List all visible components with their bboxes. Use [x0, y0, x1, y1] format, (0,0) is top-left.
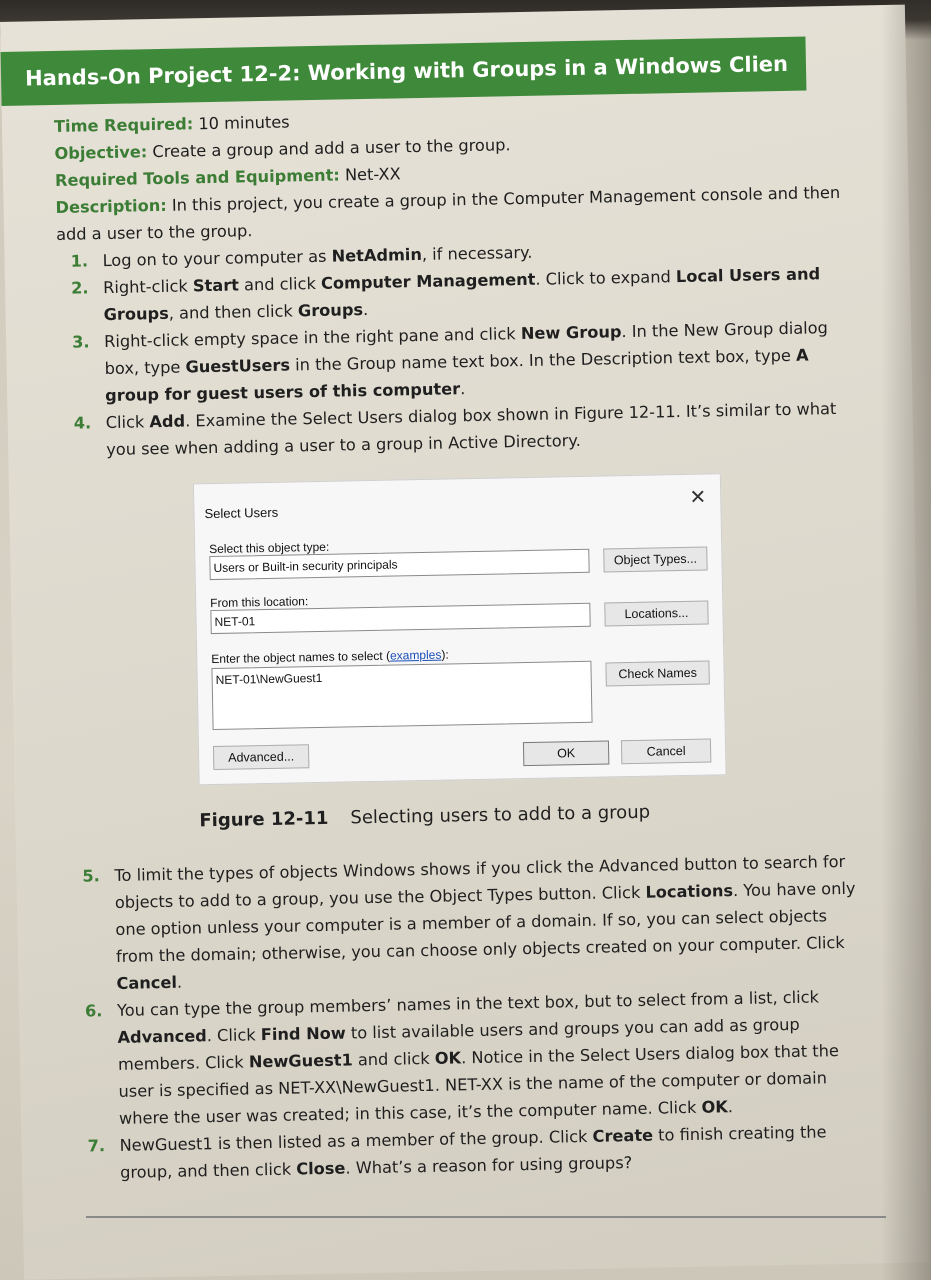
step-bold: NetAdmin	[331, 244, 423, 266]
names-label-row: Enter the object names to select (examples):	[211, 647, 449, 667]
step-bold: Close	[296, 1158, 346, 1179]
meta-value: Create a group and add a user to the group.	[152, 135, 511, 162]
step-text: , and then click	[168, 301, 299, 323]
step-bold: GuestUsers	[185, 355, 291, 377]
step-text: , if necessary.	[421, 242, 533, 264]
step-text: You can type the group members’ names in the text box, but to select from a list, click	[116, 987, 820, 1020]
step-number: 7.	[87, 1136, 106, 1156]
step-bold: Find Now	[260, 1023, 346, 1045]
step-text: and click	[238, 273, 322, 295]
object-types-button[interactable]: Object Types...	[603, 547, 707, 573]
check-names-button[interactable]: Check Names	[605, 660, 709, 686]
step-bold: Add	[149, 411, 186, 432]
meta-label: Required Tools and Equipment:	[54, 165, 340, 190]
step-text: . What’s a reason for using groups?	[345, 1153, 633, 1178]
book-page	[0, 5, 929, 1280]
step-bold: OK	[701, 1097, 728, 1117]
step-text: . You have only one option unless your computer is a member of a domain. If so, you can select objects from the domain; otherwise, you can choose only objects created on your computer. Click	[115, 878, 856, 966]
step-text: in the Group name text box. In the Description text box, type	[289, 345, 797, 375]
step-text: . Notice in the Select Users dialog box that the user is specified as NET-XX\NewGuest1. NET-XX is the name of the computer or domain where the user was created; in this case, it’s the computer name. Click	[118, 1041, 840, 1128]
step-bold: Start	[192, 275, 240, 296]
step-number: 2.	[70, 278, 89, 298]
step-text: . Examine the Select Users dialog box shown in Figure 12-11. It’s similar to what you see when adding a user to a group in Active Directory.	[106, 399, 837, 460]
location-field: NET-01	[210, 603, 590, 634]
step-bold: Computer Management	[320, 269, 536, 293]
step-bold: Cancel	[116, 972, 178, 993]
step-bold: OK	[434, 1048, 462, 1068]
figure-label: Figure 12-11	[199, 807, 329, 832]
step-number: 1.	[70, 251, 89, 271]
ok-button[interactable]: OK	[523, 740, 609, 766]
meta-label: Time Required:	[53, 114, 194, 136]
step-bold: Groups	[297, 300, 364, 321]
names-label: Enter the object names to select	[211, 648, 383, 667]
dialog-title: Select Users	[204, 504, 279, 522]
advanced-button[interactable]: Advanced...	[213, 744, 309, 770]
step-number: 6.	[84, 1001, 103, 1021]
step-bold: Advanced	[117, 1026, 207, 1047]
object-type-label: Select this object type:	[209, 539, 330, 557]
figure-title: Selecting users to add to a group	[350, 801, 651, 829]
step-text: .	[176, 972, 183, 992]
step-bold: Locations	[645, 881, 734, 902]
step-text: .	[727, 1097, 734, 1117]
step-5	[68, 847, 870, 997]
step-text: .	[362, 299, 369, 320]
step-text: and click	[352, 1048, 435, 1070]
meta-label: Description:	[55, 195, 167, 217]
location-label: From this location:	[210, 594, 309, 611]
locations-button[interactable]: Locations...	[604, 601, 708, 627]
step-text: Log on to your computer as	[102, 246, 332, 271]
steps-list	[56, 233, 860, 464]
step-text: To limit the types of objects Windows shows if you click the Advanced button to search for objects to add to a group, you use the Object Types button. Click	[114, 851, 846, 912]
step-6	[71, 982, 873, 1132]
object-type-field: Users or Built-in security principals	[209, 549, 589, 580]
step-text: Right-click empty space in the right pane and click	[103, 324, 522, 352]
meta-label: Objective:	[54, 142, 148, 163]
close-icon[interactable]: ✕	[689, 486, 707, 509]
project-banner: Hands-On Project 12-2: Working with Groups in a Windows Clien	[1, 37, 807, 106]
select-users-dialog	[193, 473, 727, 785]
step-text: . In the New Group dialog box, type	[104, 318, 829, 379]
step-text: .	[459, 379, 466, 399]
step-text: . Click to expand	[535, 267, 677, 289]
step-text: Click	[105, 412, 150, 433]
cancel-button[interactable]: Cancel	[621, 738, 711, 764]
step-number: 3.	[71, 332, 90, 352]
meta-value: Net-XX	[344, 164, 401, 185]
step-number: 4.	[73, 413, 92, 433]
step-text: to list available users and groups you can add as group members. Click	[117, 1014, 800, 1074]
step-bold: Create	[592, 1125, 654, 1146]
step-text: Right-click	[102, 276, 194, 298]
figure-caption	[199, 794, 867, 834]
step-text: . Click	[206, 1025, 261, 1046]
names-input[interactable]: NET-01\NewGuest1	[211, 661, 592, 730]
steps-list-continued	[68, 847, 874, 1186]
step-3	[58, 314, 859, 410]
page-content	[54, 98, 874, 1187]
step-text: to finish creating the group, and then click	[119, 1122, 827, 1182]
step-text: NewGuest1 is then listed as a member of the group. Click	[119, 1126, 593, 1155]
step-number: 5.	[82, 866, 101, 886]
step-bold: NewGuest1	[248, 1050, 353, 1072]
meta-value: 10 minutes	[198, 112, 290, 134]
page-curl-shadow	[881, 0, 931, 1280]
step-bold: New Group	[520, 322, 622, 344]
examples-link[interactable]: examples	[389, 647, 442, 663]
step-bold: A group for guest users of this computer	[105, 345, 809, 406]
bottom-rule	[86, 1216, 886, 1218]
step-bold: Local Users and Groups	[103, 264, 821, 325]
meta-value: In this project, you create a group in the Computer Management console and then add a user to the group.	[55, 182, 841, 244]
